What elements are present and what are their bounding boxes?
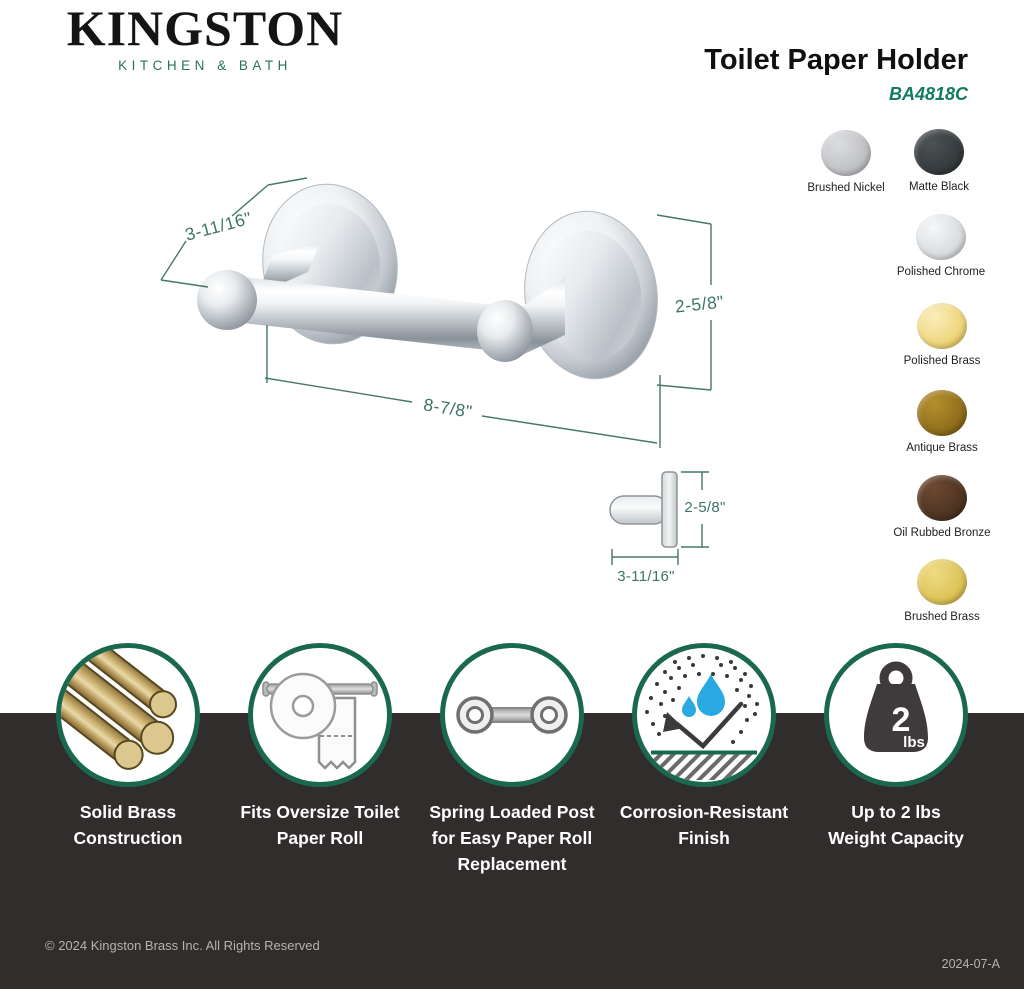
surface-hatch	[651, 754, 757, 780]
brand-logo	[44, 0, 366, 73]
finish-color-dot	[914, 129, 964, 175]
front-height-dimension: 2-5/8"	[673, 291, 725, 317]
model-number: BA4818C	[888, 84, 968, 104]
feature-circle	[248, 643, 392, 787]
feature-circle	[632, 643, 776, 787]
water-drop-small	[682, 696, 696, 717]
weight-unit: lbs	[903, 734, 925, 751]
finish-label: Polished Chrome	[896, 266, 986, 278]
side-depth-dimension: 3-11/16"	[617, 568, 675, 585]
finish-swatch	[877, 390, 1007, 454]
finish-label: Matte Black	[908, 181, 970, 193]
front-width-dimension: 8-7/8"	[422, 394, 474, 422]
finish-color-dot	[917, 390, 967, 436]
finish-label: Brushed Brass	[904, 611, 980, 623]
feature-solid-brass	[32, 643, 224, 851]
page-title: Toilet Paper Holder	[704, 44, 968, 76]
water-drop-large	[697, 674, 725, 716]
revision-code: 2024-07-A	[941, 957, 1000, 971]
finish-swatch	[877, 475, 1007, 539]
finish-swatch	[874, 129, 1004, 193]
feature-label: Corrosion-Resistant Finish	[619, 802, 789, 848]
side-plate	[662, 472, 677, 547]
feature-weight-capacity	[800, 643, 992, 851]
finish-color-dot	[821, 130, 871, 176]
feature-circle	[440, 643, 584, 787]
feature-label: Solid Brass Construction	[73, 802, 183, 848]
corrosion-resistant-icon	[637, 648, 771, 782]
feature-spring-post	[416, 643, 608, 877]
weight-capacity-icon	[829, 648, 963, 782]
spring-post-icon	[445, 648, 579, 782]
finish-swatch	[876, 214, 1006, 278]
spring-ball	[477, 300, 533, 362]
brand-name: KINGSTON	[66, 0, 344, 56]
copyright-text: © 2024 Kingston Brass Inc. All Rights Reserved	[45, 938, 320, 953]
finish-color-dot	[916, 214, 966, 260]
side-height-dimension: 2-5/8"	[684, 499, 726, 516]
finish-label: Oil Rubbed Bronze	[893, 527, 991, 539]
feature-label: Up to 2 lbs Weight Capacity	[828, 802, 964, 848]
brass-rods-icon	[61, 648, 195, 782]
front-depth-dimension: 3-11/16"	[182, 207, 255, 245]
feature-oversize-roll	[224, 643, 416, 851]
finish-color-dot	[917, 475, 967, 521]
product-dimension-diagram	[140, 160, 760, 600]
feature-label: Spring Loaded Post for Easy Paper Roll Replacement	[429, 802, 595, 874]
left-end-ball	[197, 270, 257, 330]
feature-circle	[824, 643, 968, 787]
finish-label: Brushed Nickel	[807, 182, 885, 194]
side-post	[610, 496, 668, 524]
holder-side-view	[610, 472, 677, 547]
finish-color-dot	[917, 559, 967, 605]
finish-swatch	[877, 559, 1007, 623]
title-block	[704, 44, 968, 105]
finish-label: Polished Brass	[903, 355, 981, 367]
feature-circle	[56, 643, 200, 787]
finish-swatch	[877, 303, 1007, 367]
toilet-paper-roll-icon	[253, 648, 387, 782]
brand-tagline: KITCHEN & BATH	[118, 58, 292, 73]
finish-color-dot	[917, 303, 967, 349]
feature-corrosion-resistant	[608, 643, 800, 851]
finish-label: Antique Brass	[906, 442, 978, 454]
feature-label: Fits Oversize Toilet Paper Roll	[240, 802, 400, 848]
weight-value: 2	[891, 701, 911, 739]
